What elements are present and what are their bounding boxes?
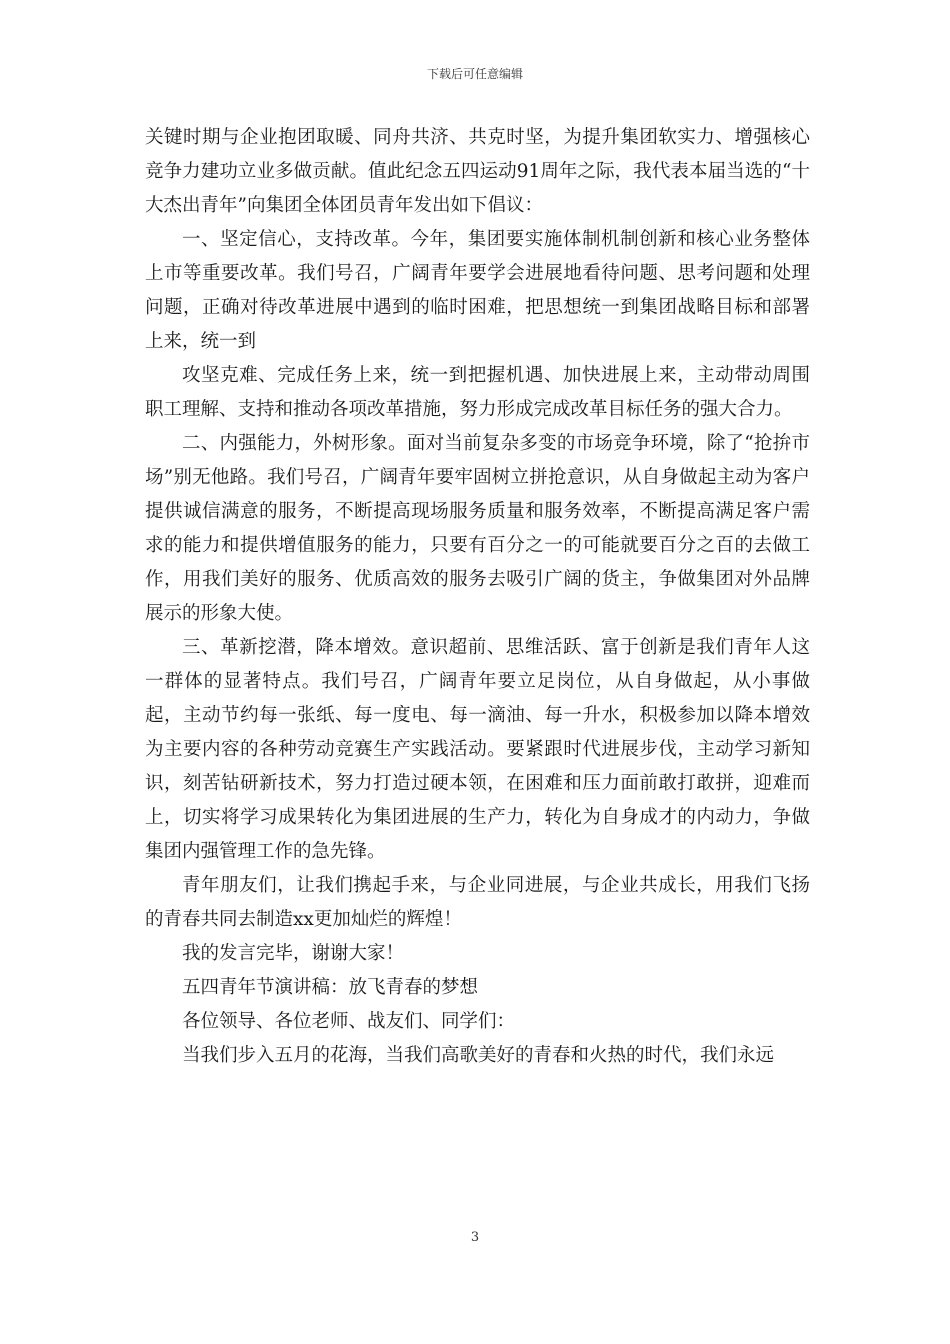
paragraph-7: 我的发言完毕，谢谢大家！ [182,943,405,964]
page-number: 3 [470,1230,480,1245]
paragraph-3: 攻坚克难、完成任务上来，统一到把握机遇、加快进展上来，主动带动周围职工理解、支持和推动各项改革措施，努力形成完成改革目标任务的强大合力。 [145,365,810,420]
document-body [145,121,810,1073]
paragraph-10: 当我们步入五月的花海，当我们高歌美好的青春和火热的时代，我们永远 [182,1045,775,1066]
paragraph-2: 一、坚定信心，支持改革。今年，集团要实施体制机制创新和核心业务整体上市等重要改革。我们号召，广阔青年要学会进展地看待问题、思考问题和处理问题，正确对待改革进展中遇到的临时困难，把思想统一到集团战略目标和部署上来，统一到 [145,229,810,352]
paragraph-8-speech-title: 五四青年节演讲稿：放飞青春的梦想 [182,977,479,998]
page-header: 下载后可任意编辑 [426,67,523,81]
paragraph-4: 二、内强能力，外树形象。面对当前复杂多变的市场竞争环境，除了“抢拚市场”别无他路。我们号召，广阔青年要牢固树立拼抢意识，从自身做起主动为客户提供诚信满意的服务，不断提高现场服务质量和服务效率，不断提高满足客户需求的能力和提供增值服务的能力，只要有百分之一的可能就要百分之百的去做工作，用我们美好的服务、优质高效的服务去吸引广阔的货主，争做集团对外品牌展示的形象大使。 [145,433,810,624]
paragraph-6: 青年朋友们，让我们携起手来，与企业同进展，与企业共成长，用我们飞扬的青春共同去制造xx更加灿烂的辉煌！ [145,875,810,930]
paragraph-9-salutation: 各位领导、各位老师、战友们、同学们： [182,1011,516,1032]
paragraph-1: 关键时期与企业抱团取暖、同舟共济、共克时坚，为提升集团软实力、增强核心竞争力建功立业多做贡献。值此纪念五四运动91周年之际，我代表本届当选的“十大杰出青年”向集团全体团员青年发出如下倡议： [145,127,810,216]
paragraph-5: 三、革新挖潜，降本增效。意识超前、思维活跃、富于创新是我们青年人这一群体的显著特点。我们号召，广阔青年要立足岗位，从自身做起，从小事做起，主动节约每一张纸、每一度电、每一滴油、每一升水，积极参加以降本增效为主要内容的各种劳动竞赛生产实践活动。要紧跟时代进展步伐，主动学习新知识，刻苦钻研新技术，努力打造过硬本领，在困难和压力面前敢打敢拼，迎难而上，切实将学习成果转化为集团进展的生产力，转化为自身成才的内动力，争做集团内强管理工作的急先锋。 [145,637,810,862]
